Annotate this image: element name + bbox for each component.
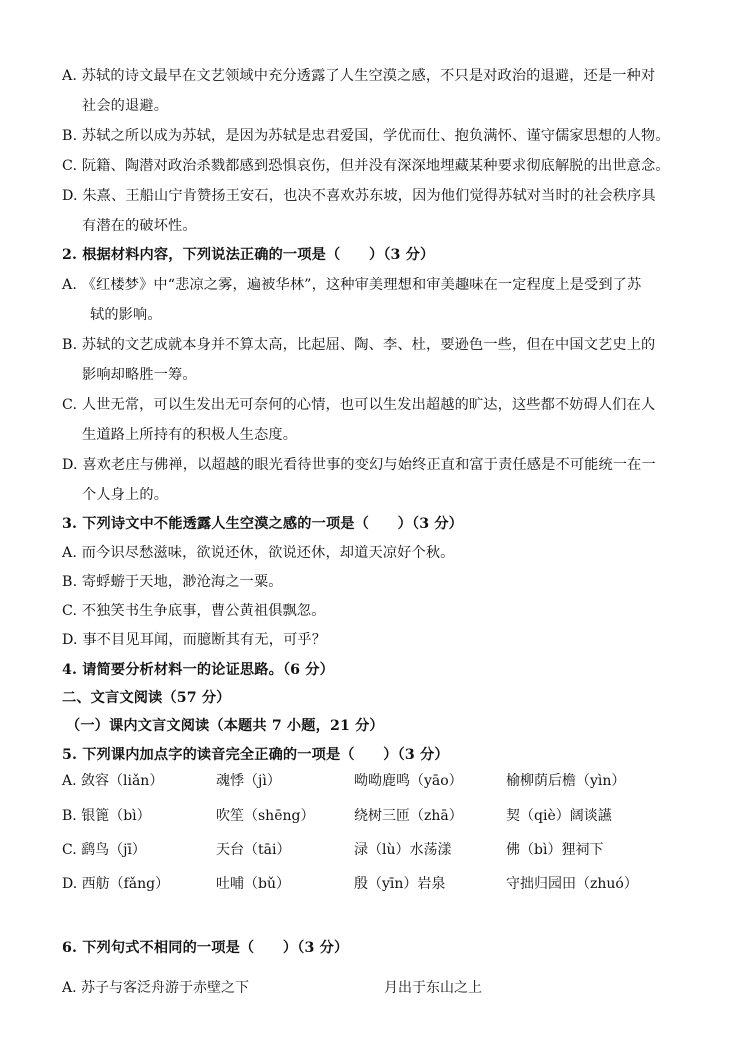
q5-option-row-d	[62, 874, 722, 894]
q5-option-row-b	[62, 806, 722, 826]
q5-b-item-2: 吹笙（shēng）	[216, 808, 315, 824]
q5-stem: 5. 下列课内加点字的读音完全正确的一项是（ ）（3 分）	[62, 747, 449, 763]
q2-stem: 2. 根据材料内容，下列说法正确的一项是（ ）（3 分）	[62, 247, 435, 263]
q3-option-d: D. 事不目见耳闻，而臆断其有无，可乎？	[62, 632, 327, 648]
q5-option-row-c	[62, 840, 722, 860]
q5-d-item-3: 殷（yīn）岩泉	[354, 876, 446, 892]
q5-d-item-2: 吐哺（bǔ）	[216, 876, 290, 892]
q5-c-item-3: 渌（lù）水荡漾	[354, 842, 452, 858]
q5-a-item-4: 榆柳荫后檐（yìn）	[506, 773, 626, 789]
q2-option-c-cont: 生道路上所持有的积极人生态度。	[82, 427, 298, 443]
q5-c-item-4: 佛（bì）狸祠下	[506, 842, 604, 858]
q5-c-item-2: 天台（tāi）	[216, 842, 291, 858]
q5-b-item-1: B. 银篦（bì）	[62, 808, 151, 824]
q2-option-b-cont: 影响却略胜一筹。	[82, 367, 197, 383]
q2-option-a-cont: 轼的影响。	[90, 307, 162, 323]
q6-a-left: A. 苏子与客泛舟游于赤壁之下	[62, 980, 250, 996]
q5-a-item-3: 呦呦鹿鸣（yāo）	[354, 773, 463, 789]
q6-option-row-a	[62, 978, 722, 998]
q5-b-item-3: 绕树三匝（zhā）	[354, 808, 463, 824]
q1-option-c: C. 阮籍、陶潜对政治杀戮都感到恐惧哀伤，但并没有深深地埋藏某种要求彻底解脱的出世意念。	[62, 158, 670, 174]
q6-stem: 6. 下列句式不相同的一项是（ ）（3 分）	[62, 940, 349, 956]
q2-option-c: C. 人世无常，可以生发出无可奈何的心情，也可以生发出超越的旷达，这些都不妨碍人们在人	[62, 397, 656, 413]
q1-option-b: B. 苏轼之所以成为苏轼，是因为苏轼是忠君爱国，学优而仕、抱负满怀、谨守儒家思想的人物。	[62, 128, 670, 144]
q3-option-c: C. 不独笑书生争底事，曹公黄祖俱飘忽。	[62, 603, 326, 619]
q5-b-item-4: 契（qiè）阔谈讌	[506, 808, 612, 824]
q5-d-item-1: D. 西舫（fǎng）	[62, 876, 170, 892]
subsection-title: （一）课内文言文阅读（本题共 7 小题，21 分）	[66, 718, 384, 734]
q4-stem: 4. 请简要分析材料一的论证思路。（6 分）	[62, 662, 334, 678]
q1-option-a-cont: 社会的退避。	[82, 98, 169, 114]
q3-stem: 3. 下列诗文中不能透露人生空漠之感的一项是（ ）（3 分）	[62, 516, 463, 532]
q2-option-d-cont: 个人身上的。	[82, 487, 169, 503]
q2-option-b: B. 苏轼的文艺成就本身并不算太高，比起屈、陶、李、杜，要逊色一些，但在中国文艺史上的	[62, 337, 656, 353]
q5-d-item-4: 守拙归园田（zhuó）	[506, 876, 638, 892]
q5-a-item-1: A. 敛容（liǎn）	[62, 773, 164, 789]
q3-option-a: A. 而今识尽愁滋味，欲说还休，欲说还休，却道天凉好个秋。	[62, 545, 455, 561]
q1-option-d-cont: 有潜在的破坏性。	[82, 218, 197, 234]
q2-option-a: A. 《红楼梦》中“悲凉之雾，遍被华林”，这种审美理想和审美趣味在一定程度上是受到了苏	[62, 277, 642, 293]
q3-option-b: B. 寄蜉蝣于天地，渺沧海之一粟。	[62, 574, 283, 590]
q5-option-row-a	[62, 771, 722, 791]
q2-option-d: D. 喜欢老庄与佛禅，以超越的眼光看待世事的变幻与始终正直和富于责任感是不可能统一在一	[62, 457, 656, 473]
section-title: 二、文言文阅读（57 分）	[62, 690, 231, 706]
q5-c-item-1: C. 鹞鸟（jī）	[62, 842, 146, 858]
q1-option-a: A. 苏轼的诗文最早在文艺领域中充分透露了人生空漠之感，不只是对政治的退避，还是一种对	[62, 68, 656, 84]
q1-option-d: D. 朱熹、王船山宁肯赞扬王安石，也决不喜欢苏东坡，因为他们觉得苏轼对当时的社会秩序具	[62, 188, 656, 204]
q5-a-item-2: 魂悸（jì）	[216, 773, 281, 789]
q6-a-right: 月出于东山之上	[384, 980, 482, 996]
